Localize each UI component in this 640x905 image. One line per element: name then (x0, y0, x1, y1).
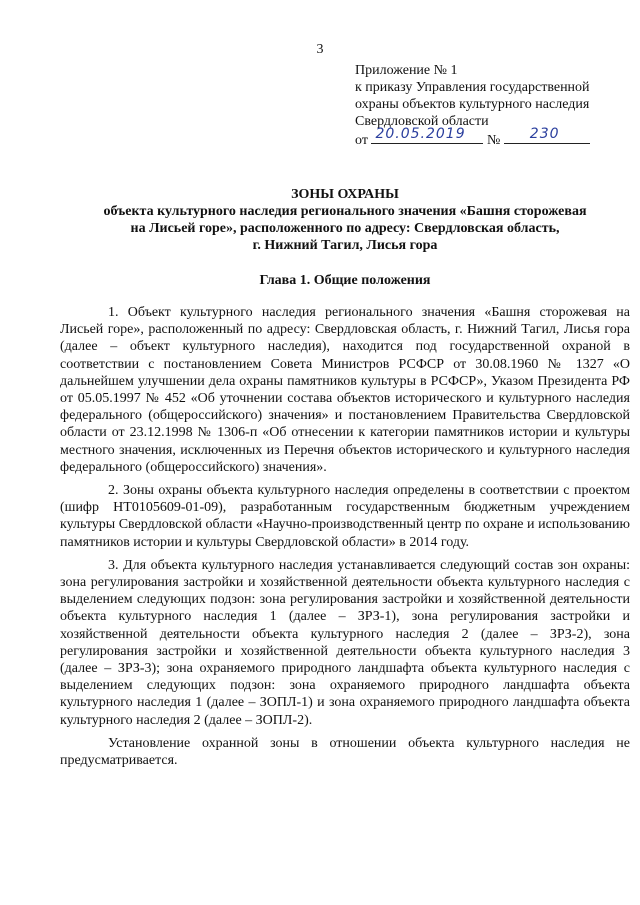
appendix-line: к приказу Управления государственной (355, 80, 590, 95)
appendix-date-number-row (355, 126, 625, 149)
number-prefix: № (486, 133, 501, 148)
title-line: на Лисьей горе», расположенного по адресу: Свердловская область, (130, 221, 560, 236)
date-field (371, 126, 483, 144)
paragraph: 3. Для объекта культурного наследия устанавливается следующий состав зон охраны: зона регулирования застройки и хозяйственной деятельности объекта культурного наследия с выделением следующих подзон: зона регулирования застройки и хозяйственной деятельности объекта культурного наследия 1 (далее – ЗРЗ-1), зона регулирования застройки и хозяйственной деятельности объекта культурного наследия 2 (далее – ЗРЗ-2), зона регулирования застройки и хозяйственной деятельности объекта культурного наследия 3 (далее – ЗРЗ-3); зона охраняемого природного ландшафта объекта культурного наследия с выделением следующих подзон: зона охраняемого природного ландшафта объекта культурного наследия 1 (далее – ЗОПЛ-1) и зона охраняемого природного ландшафта объекта культурного наследия 2 (далее – ЗОПЛ-2). (60, 557, 630, 728)
paragraph: 2. Зоны охраны объекта культурного наследия определены в соответствии с проектом (шифр НТ0105609-01-09), разработанным государственным бюджетным учреждением культуры Свердловской области «Научно-производственный центр по охране и использованию памятников истории и культуры Свердловской области» в 2014 году. (60, 483, 630, 550)
appendix-line: Приложение № 1 (355, 63, 458, 78)
number-field (504, 126, 590, 144)
handwritten-number: 230 (529, 126, 560, 142)
date-prefix: от (355, 133, 368, 148)
title-line: объекта культурного наследия регионального значения «Башня сторожевая (103, 204, 587, 219)
appendix-line: Свердловской области (355, 114, 489, 129)
document-body (60, 304, 630, 775)
chapter-heading: Глава 1. Общие положения (259, 273, 431, 288)
page-number: 3 (316, 42, 324, 57)
title-line: г. Нижний Тагил, Лисья гора (252, 238, 438, 253)
appendix-line: охраны объектов культурного наследия (355, 97, 590, 112)
document-title (60, 186, 630, 254)
paragraph: 1. Объект культурного наследия регионального значения «Башня сторожевая на Лисьей горе», расположенный по адресу: Свердловская область, г. Нижний Тагил, Лисья гора (далее – объект культурного наследия), находится под государственной охраной в соответствии с постановлением Совета Министров РСФСР от 30.08.1960 № 1327 «О дальнейшем улучшении дела охраны памятников культуры в РСФСР», Указом Президента РФ от 05.05.1997 № 452 «Об уточнении состава объектов исторического и культурного наследия федерального (общероссийского) значения» и постановлением Правительства Свердловской области от 23.12.1998 № 1306-п «Об отнесении к категории памятников истории и культуры местного значения, исключенных из Перечня объектов исторического и культурного наследия федерального (общероссийского) значения». (60, 305, 630, 475)
title-line: ЗОНЫ ОХРАНЫ (291, 187, 399, 202)
appendix-block (355, 62, 625, 149)
handwritten-date: 20.05.2019 (375, 126, 466, 142)
paragraph: Установление охранной зоны в отношении объекта культурного наследия не предусматривается. (60, 735, 630, 769)
